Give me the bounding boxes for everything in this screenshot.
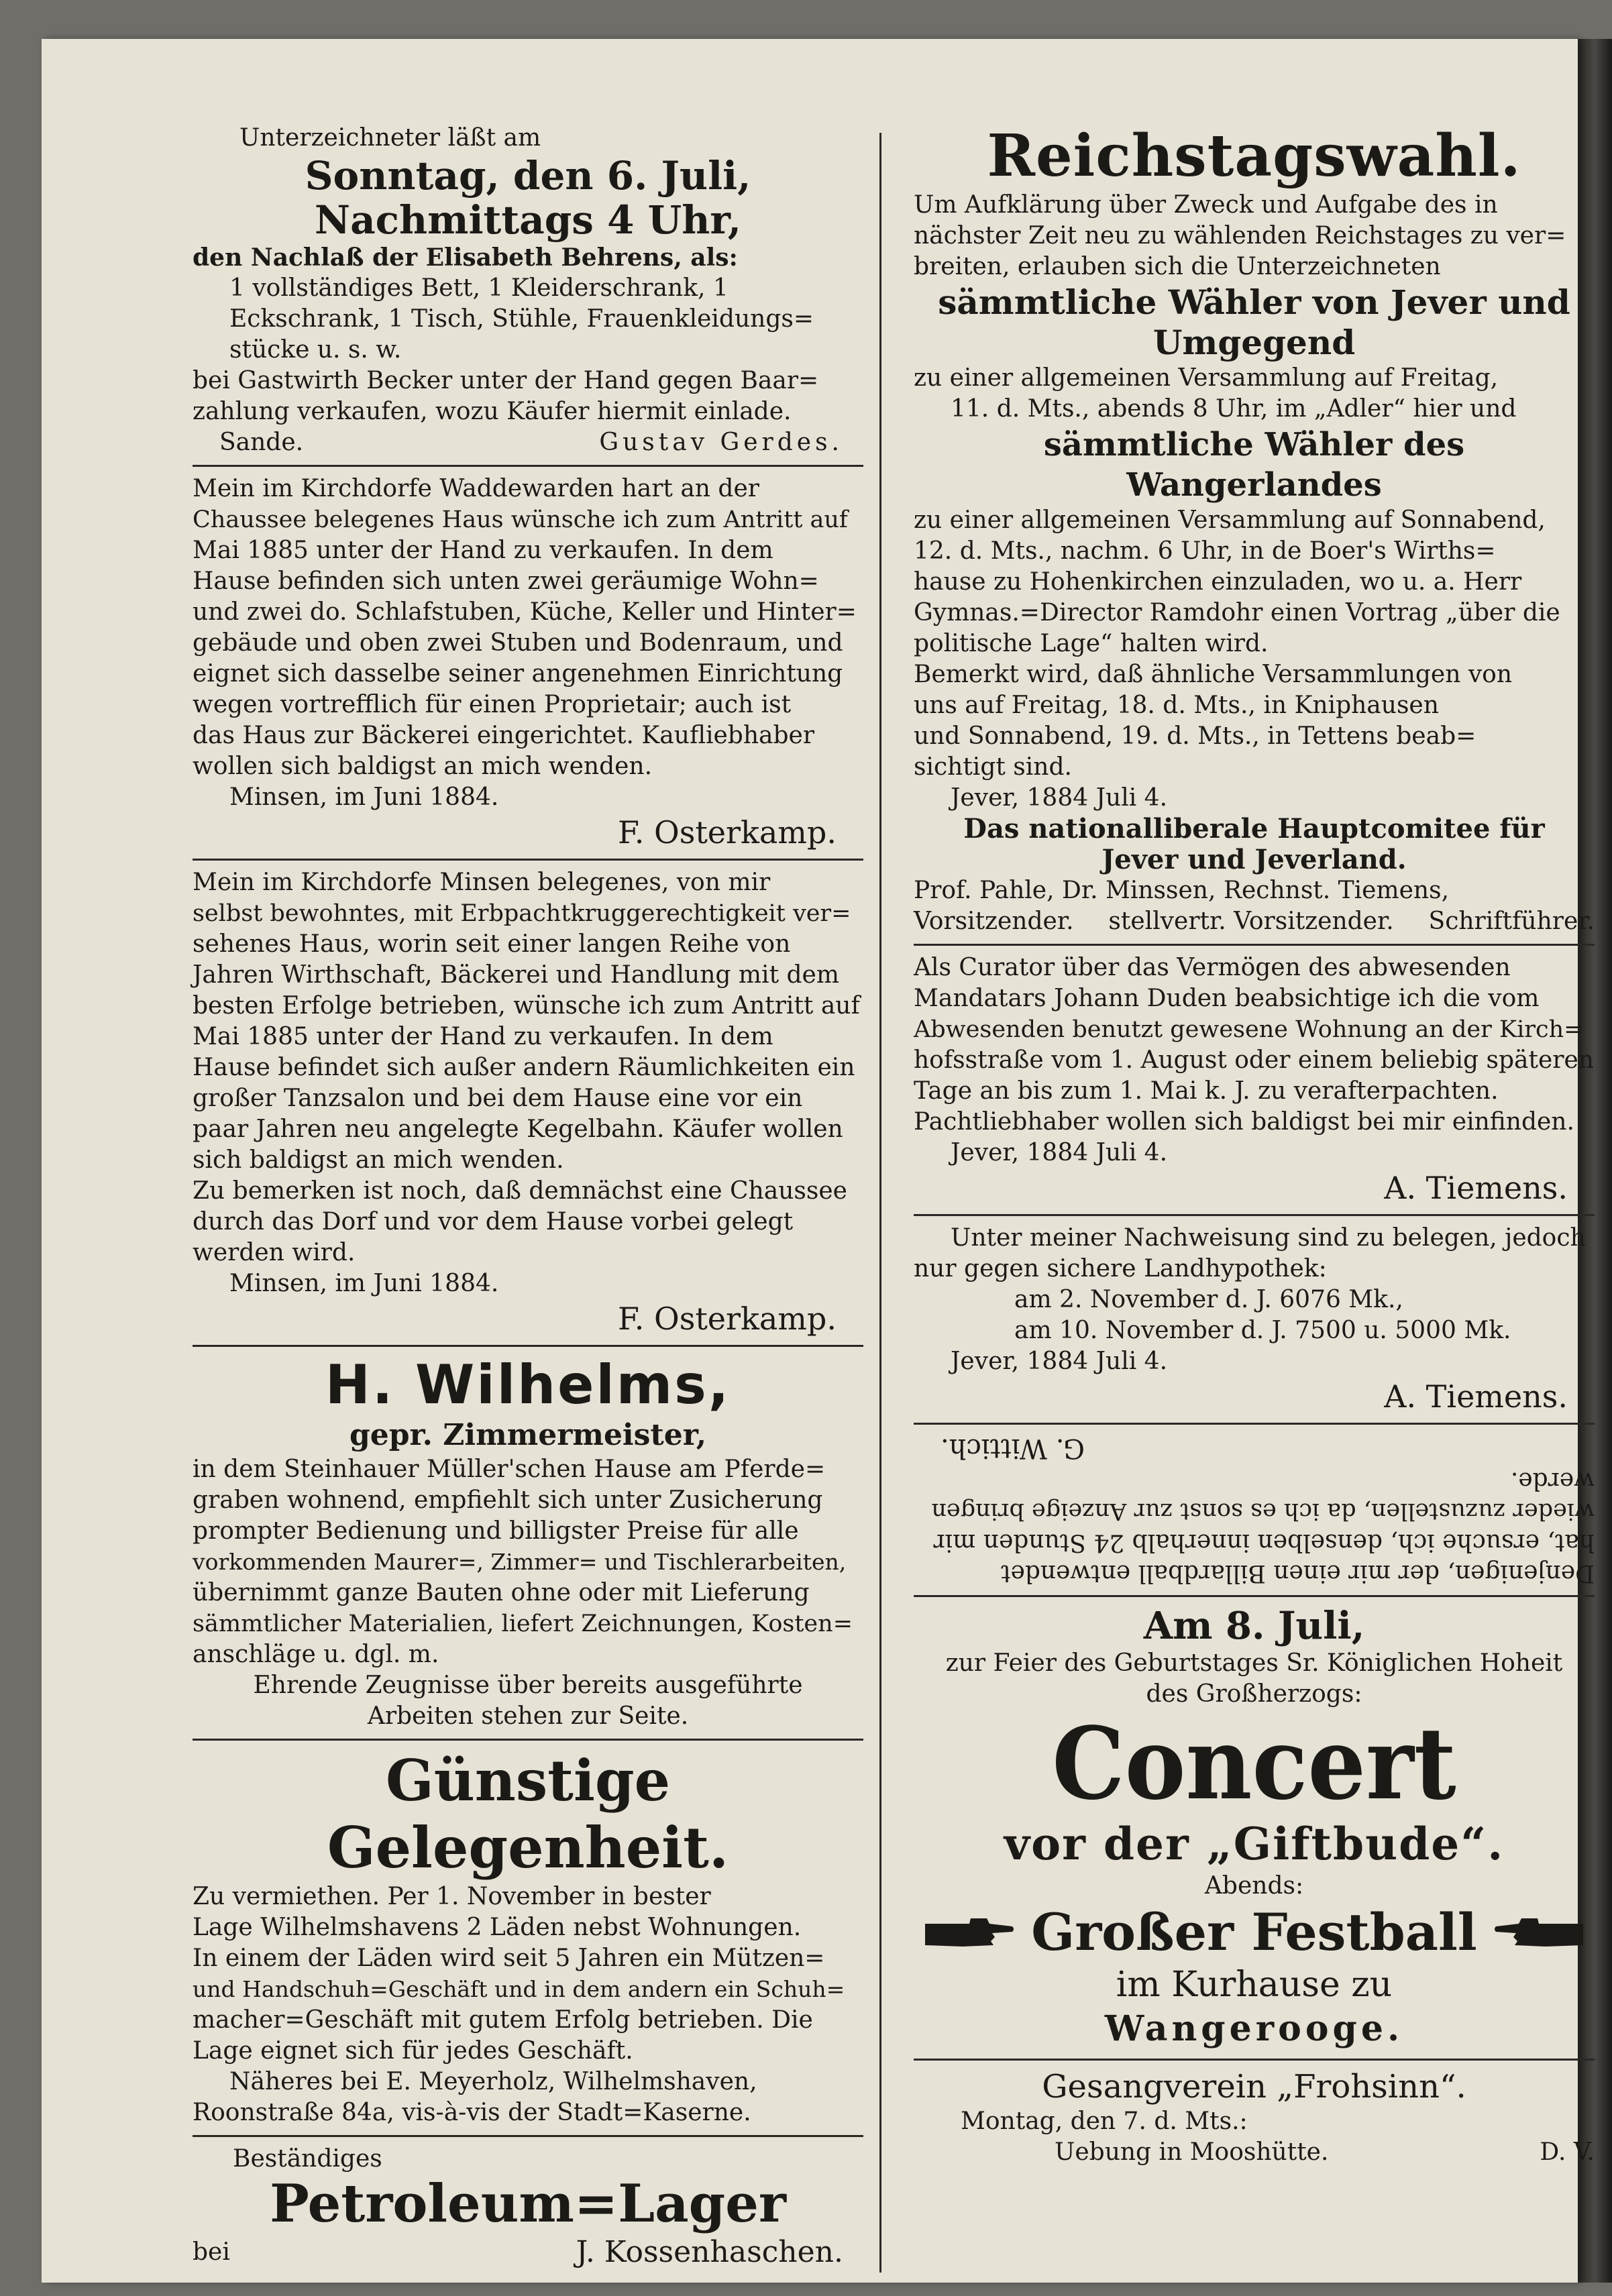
guenstig-contact: Näheres bei E. Meyerholz, Wilhelmshaven, xyxy=(229,2068,757,2095)
text-line: wollen sich baldigst an mich wenden. xyxy=(193,753,653,780)
text-line: politische Lage“ halten wird. xyxy=(914,630,1269,657)
curator-date: Jever, 1884 Juli 4. xyxy=(951,1139,1168,1166)
curator-ad xyxy=(914,952,1595,1207)
reichstag-heading: Reichstagswahl. xyxy=(987,122,1521,190)
text-line: übernimmt ganze Bauten ohne oder mit Lieferung xyxy=(193,1579,810,1606)
text-line: vorkommenden Maurer=, Zimmer= und Tischlerarbeiten, xyxy=(193,1549,847,1575)
right-column xyxy=(914,123,1595,2168)
concert-heading: Concert xyxy=(1052,1705,1456,1822)
text-line: Denjenigen, der mir einen Billardball entwendet xyxy=(1001,1560,1595,1587)
section-rule xyxy=(193,1345,863,1347)
auction-date: Sonntag, den 6. Juli, xyxy=(305,153,751,199)
text-line: Zu vermiethen. Per 1. November in bester xyxy=(193,1883,711,1910)
reichstag-voters-wangerland: sämmtliche Wähler des Wangerlandes xyxy=(1043,426,1465,504)
text-line: Abwesenden benutzt gewesene Wohnung an der Kirch= xyxy=(914,1016,1584,1043)
guenstig-text xyxy=(193,1881,863,2067)
text-line: sämmtlicher Materialien, liefert Zeichnungen, Kosten= xyxy=(193,1610,853,1637)
text-line: sehenes Haus, worin seit einer langen Reihe von xyxy=(193,930,791,958)
petroleum-ad xyxy=(193,2144,863,2271)
text-line: besten Erfolge betrieben, wünsche ich zum Antritt auf xyxy=(193,992,860,1020)
text-line: Tage an bis zum 1. Mai k. J. zu verafterpachten. xyxy=(914,1077,1499,1105)
concert-line: zur Feier des Geburtstages Sr. Königlichen Hoheit xyxy=(945,1649,1563,1677)
house2-signer: F. Osterkamp. xyxy=(618,1301,837,1337)
text-line: Mai 1885 unter der Hand zu verkaufen. In dem xyxy=(193,537,773,564)
text-line: Hause befinden sich unten zwei geräumige Wohn= xyxy=(193,567,819,595)
reichstag-role: Vorsitzender. xyxy=(914,908,1074,935)
auction-line: 1 vollständiges Bett, 1 Kleiderschrank, 1 xyxy=(229,274,729,302)
text-line: Bemerkt wird, daß ähnliche Versammlungen von xyxy=(914,661,1513,688)
text-line: nächster Zeit neu zu wählenden Reichstages zu ver= xyxy=(914,222,1566,250)
house-minsen-ad xyxy=(193,867,863,1338)
billiard-signer: G. Wittich. xyxy=(941,1433,1085,1464)
house1-date: Minsen, im Juni 1884. xyxy=(229,783,499,811)
reichstag-role: stellvertr. Vorsitzender. xyxy=(1108,908,1394,935)
text-line: Mandatars Johann Duden beabsichtige ich die vom xyxy=(914,985,1540,1012)
section-rule xyxy=(914,2059,1595,2061)
concert-festball: Großer Festball xyxy=(1031,1902,1477,1962)
text-line: und Sonnabend, 19. d. Mts., in Tettens beab= xyxy=(914,722,1476,750)
text-line: gebäude und oben zwei Stuben und Bodenraum, und xyxy=(193,629,843,657)
text-line: Lage Wilhelmshavens 2 Läden nebst Wohnungen. xyxy=(193,1914,802,1941)
petroleum-signer: J. Kossenhaschen. xyxy=(576,2235,843,2269)
text-line: und Handschuh=Geschäft und in dem andern ein Schuh= xyxy=(193,1976,845,2002)
text-line: paar Jahren neu angelegte Kegelbahn. Käufer wollen xyxy=(193,1115,843,1143)
section-rule xyxy=(193,465,863,467)
text-line: Gymnas.=Director Ramdohr einen Vortrag „über die xyxy=(914,599,1560,626)
reichstag-voters-jever: sämmtliche Wähler von Jever und xyxy=(938,282,1570,322)
wilhelms-closing: Ehrende Zeugnisse über bereits ausgeführte xyxy=(253,1672,803,1699)
house1-signer: F. Osterkamp. xyxy=(618,814,837,851)
reichstag-voters-jever-2: Umgegend xyxy=(1152,323,1356,362)
auction-ad xyxy=(193,123,863,458)
reichstag-text-3 xyxy=(914,659,1595,783)
wilhelms-title: gepr. Zimmermeister, xyxy=(349,1418,707,1452)
text-line: und zwei do. Schlafstuben, Küche, Keller und Hinter= xyxy=(193,598,857,626)
loan-line: am 2. November d. J. 6076 Mk., xyxy=(1014,1286,1403,1313)
text-line: sichtigt sind. xyxy=(914,753,1072,781)
text-line: hofsstraße vom 1. August oder einem beliebig späteren xyxy=(914,1046,1594,1074)
text-line: Als Curator über das Vermögen des abwesenden xyxy=(914,954,1511,981)
reichstag-committee: Jever und Jeverland. xyxy=(1101,844,1407,875)
billiard-text xyxy=(914,1465,1595,1588)
text-line: prompter Bedienung und billigster Preise für alle xyxy=(193,1517,799,1545)
reichstag-intro xyxy=(914,190,1595,282)
text-line: Chaussee belegenes Haus wünsche ich zum Antritt auf xyxy=(193,506,848,533)
auction-line: Unterzeichneter läßt am xyxy=(239,124,541,152)
concert-date: Am 8. Juli, xyxy=(1143,1604,1365,1648)
gesang-line: Uebung in Mooshütte. xyxy=(1055,2138,1329,2166)
pointing-hand-left-icon xyxy=(1492,1914,1586,1951)
reichstagswahl-ad xyxy=(914,123,1595,937)
text-line: selbst bewohntes, mit Erbpachtkruggerechtigkeit ver= xyxy=(193,900,851,927)
auction-place: Sande. xyxy=(219,429,304,456)
auction-line: zahlung verkaufen, wozu Käufer hiermit einlade. xyxy=(193,398,792,425)
petroleum-pre: Beständiges xyxy=(233,2145,382,2173)
concert-abends: Abends: xyxy=(1204,1872,1304,1900)
section-rule xyxy=(914,1595,1595,1597)
house2-date: Minsen, im Juni 1884. xyxy=(229,1270,499,1297)
reichstag-text-2 xyxy=(914,505,1595,659)
gesang-line: Montag, den 7. d. Mts.: xyxy=(961,2108,1248,2135)
reichstag-committee: Das nationalliberale Hauptcomitee für xyxy=(963,813,1545,844)
auction-signer: Gustav Gerdes. xyxy=(599,429,843,456)
section-rule xyxy=(914,1423,1595,1425)
text-line: Mein im Kirchdorfe Minsen belegenes, von mir xyxy=(193,869,771,896)
text-line: 12. d. Mts., nachm. 6 Uhr, in de Boer's Wirths= xyxy=(914,537,1496,565)
text-line: Lage eignet sich für jedes Geschäft. xyxy=(193,2037,633,2065)
newspaper-page xyxy=(42,39,1595,2283)
loan-line: nur gegen sichere Landhypothek: xyxy=(914,1255,1327,1282)
section-rule xyxy=(193,1739,863,1741)
text-line: das Haus zur Bäckerei eingerichtet. Kaufliebhaber xyxy=(193,722,815,749)
concert-ad xyxy=(914,1604,1595,2052)
house1-text xyxy=(193,474,863,782)
concert-place: Wangerooge. xyxy=(1104,2008,1404,2049)
loan-ad xyxy=(914,1223,1595,1416)
loan-date: Jever, 1884 Juli 4. xyxy=(951,1348,1168,1375)
text-line: werde. xyxy=(1510,1467,1595,1494)
auction-line: den Nachlaß der Elisabeth Behrens, als: xyxy=(193,243,738,272)
text-line: durch das Dorf und vor dem Hause vorbei gelegt xyxy=(193,1208,794,1236)
gesang-signer: D. V. xyxy=(1540,2138,1595,2166)
text-line: sich baldigst an mich wenden. xyxy=(193,1146,564,1174)
concert-line: des Großherzogs: xyxy=(1146,1680,1362,1708)
concert-im: im Kurhause zu xyxy=(1116,1965,1393,2005)
text-line: eignet sich dasselbe seiner angenehmen Einrichtung xyxy=(193,660,843,688)
column-divider xyxy=(879,133,881,2273)
auction-time: Nachmittags 4 Uhr, xyxy=(315,197,741,243)
text-line: macher=Geschäft mit gutem Erfolg betrieben. Die xyxy=(193,2006,813,2034)
section-rule xyxy=(193,859,863,861)
guenstig-heading: Günstige Gelegenheit. xyxy=(327,1747,729,1881)
gesangverein-ad xyxy=(914,2067,1595,2168)
text-line: in dem Steinhauer Müller'schen Hause am Pferde= xyxy=(193,1456,826,1483)
text-line: Mai 1885 unter der Hand zu verkaufen. In dem xyxy=(193,1023,773,1050)
text-line: uns auf Freitag, 18. d. Mts., in Kniphausen xyxy=(914,692,1439,719)
loan-line: Unter meiner Nachweisung sind zu belegen, jedoch xyxy=(951,1224,1586,1252)
text-line: Um Aufklärung über Zweck und Aufgabe des in xyxy=(914,191,1498,219)
text-line: In einem der Läden wird seit 5 Jahren ein Mützen= xyxy=(193,1945,825,1972)
curator-signer: A. Tiemens. xyxy=(1384,1170,1568,1206)
guenstig-address: Roonstraße 84a, vis-à-vis der Stadt=Kaserne. xyxy=(193,2099,751,2126)
text-line: großer Tanzsalon und bei dem Hause eine vor ein xyxy=(193,1085,803,1112)
billiard-ad-upside-down xyxy=(914,1431,1595,1588)
text-line: hat, ersuche ich, denselben innerhalb 24 Stunden mir xyxy=(933,1529,1595,1556)
reichstag-line: 11. d. Mts., abends 8 Uhr, im „Adler“ hier und xyxy=(951,395,1517,423)
loan-signer: A. Tiemens. xyxy=(1384,1378,1568,1415)
gesang-heading: Gesangverein „Frohsinn“. xyxy=(1042,2068,1466,2106)
curator-text xyxy=(914,952,1595,1138)
petroleum-bei: bei xyxy=(193,2238,230,2266)
section-rule xyxy=(914,1214,1595,1216)
text-line: zu einer allgemeinen Versammlung auf Sonnabend, xyxy=(914,506,1546,534)
text-line: wieder zuzustellen, da ich es sonst zur Anzeige bringen xyxy=(931,1498,1595,1525)
reichstag-role: Schriftführer. xyxy=(1428,908,1595,935)
auction-line: stücke u. s. w. xyxy=(229,336,402,364)
text-line: breiten, erlauben sich die Unterzeichneten xyxy=(914,253,1441,280)
text-line: Mein im Kirchdorfe Waddewarden hart an der xyxy=(193,475,759,502)
auction-line: bei Gastwirth Becker unter der Hand gegen Baar= xyxy=(193,367,819,394)
reichstag-names: Prof. Pahle, Dr. Minssen, Rechnst. Tiemens, xyxy=(914,877,1450,904)
text-line: wegen vortrefflich für einen Proprietair; auch ist xyxy=(193,691,792,718)
text-line: graben wohnend, empfiehlt sich unter Zusicherung xyxy=(193,1486,823,1514)
wilhelms-closing: Arbeiten stehen zur Seite. xyxy=(367,1702,689,1730)
text-line: anschläge u. dgl. m. xyxy=(193,1641,439,1668)
house-waddewarden-ad xyxy=(193,474,863,852)
text-line: hause zu Hohenkirchen einzuladen, wo u. a. Herr xyxy=(914,568,1522,596)
text-line: Jahren Wirthschaft, Bäckerei und Handlung mit dem xyxy=(193,961,839,989)
loan-line: am 10. November d. J. 7500 u. 5000 Mk. xyxy=(1014,1317,1511,1344)
auction-line: Eckschrank, 1 Tisch, Stühle, Frauenkleidungs= xyxy=(229,305,814,333)
section-rule xyxy=(193,2135,863,2137)
reichstag-line: zu einer allgemeinen Versammlung auf Freitag, xyxy=(914,364,1499,392)
wilhelms-text xyxy=(193,1454,863,1670)
house2-text xyxy=(193,867,863,1268)
petroleum-heading: Petroleum=Lager xyxy=(270,2173,786,2234)
guenstige-gelegenheit-ad xyxy=(193,1747,863,2128)
wilhelms-name: H. Wilhelms, xyxy=(325,1354,731,1416)
left-column xyxy=(193,123,863,2271)
wilhelms-ad xyxy=(193,1354,863,1732)
section-rule xyxy=(914,944,1595,946)
concert-venue: vor der „Giftbude“. xyxy=(1004,1818,1505,1870)
pointing-hand-right-icon xyxy=(922,1914,1016,1951)
text-line: werden wird. xyxy=(193,1239,356,1266)
text-line: Pachtliebhaber wollen sich baldigst bei mir einfinden. xyxy=(914,1108,1574,1136)
text-line: Hause befindet sich außer andern Räumlichkeiten ein xyxy=(193,1054,855,1081)
text-line: Zu bemerken ist noch, daß demnächst eine Chaussee xyxy=(193,1177,847,1205)
reichstag-date: Jever, 1884 Juli 4. xyxy=(951,784,1168,812)
